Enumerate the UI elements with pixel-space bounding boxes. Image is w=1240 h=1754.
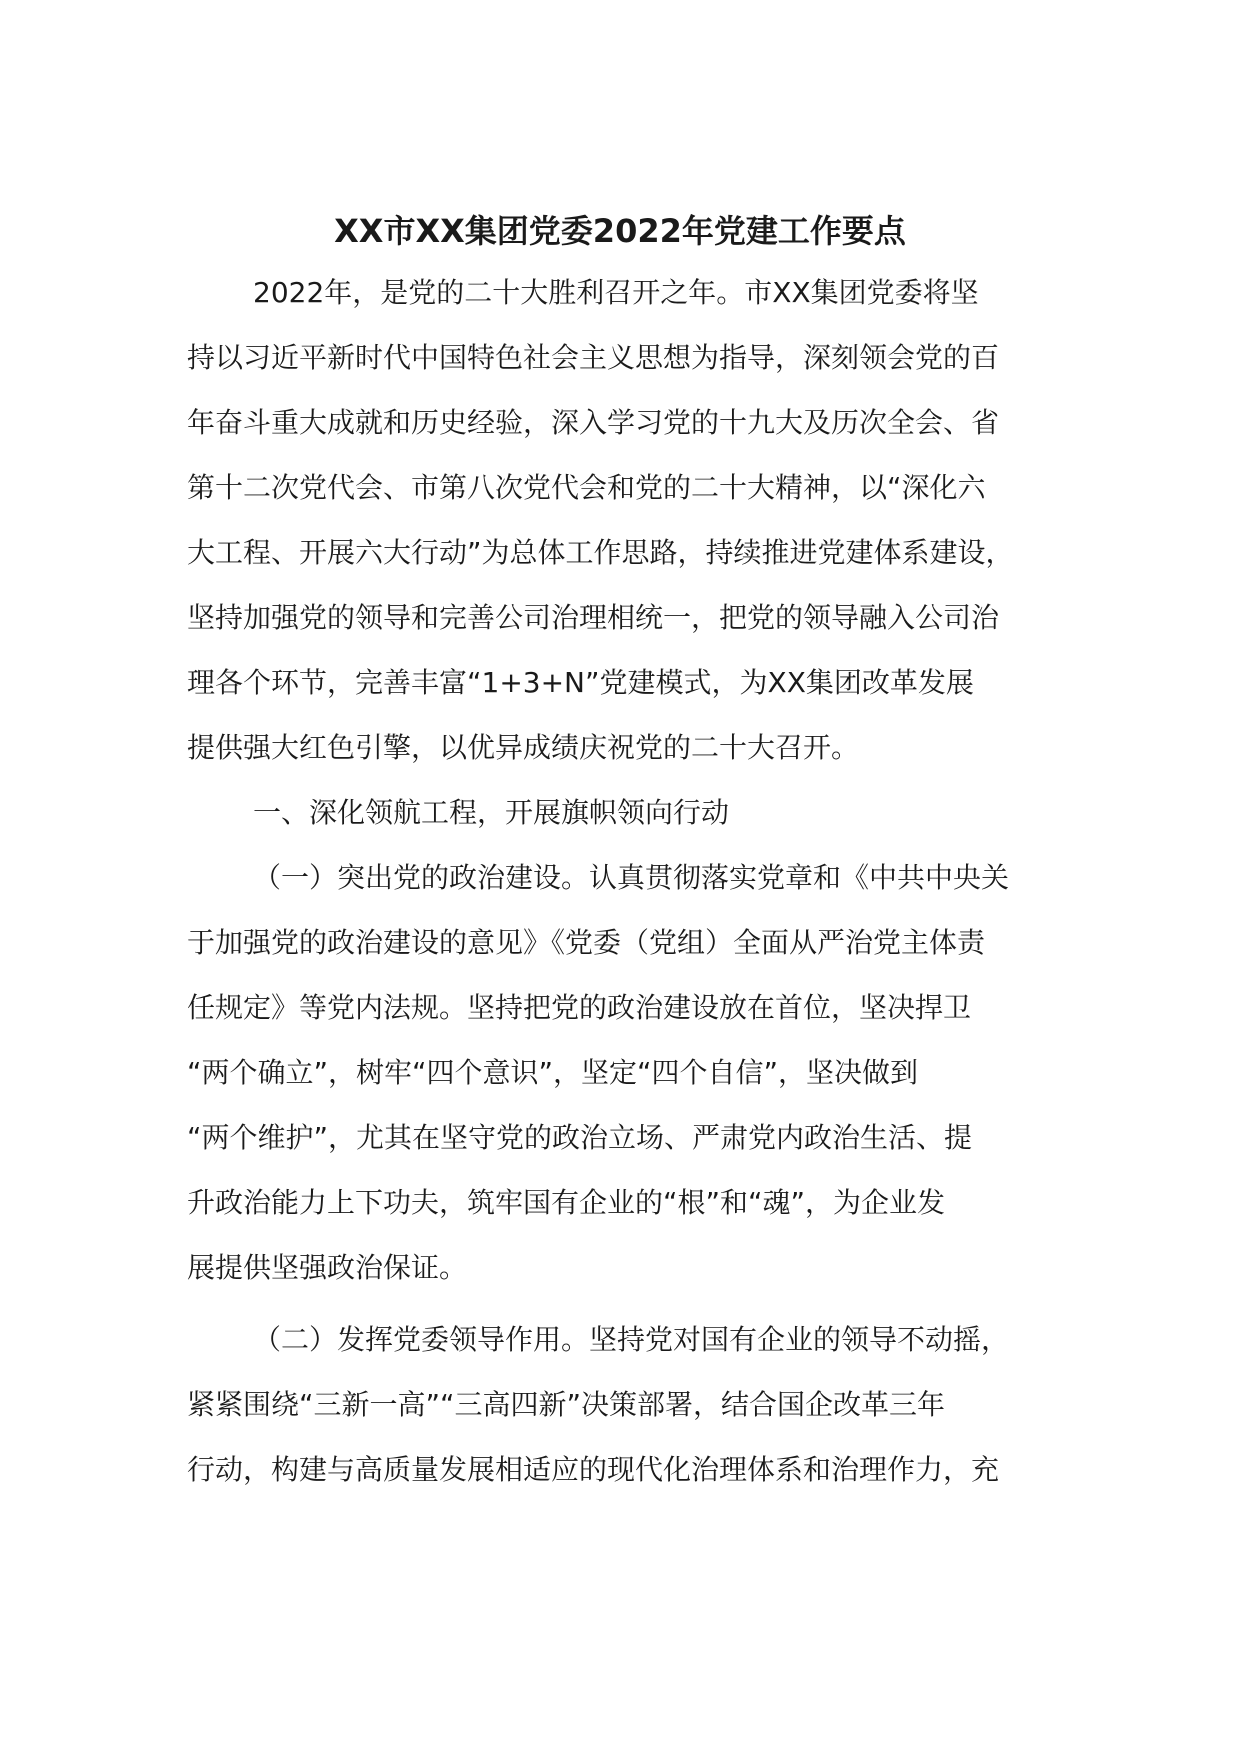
paragraph-line: “两个维护”，尤其在坚守党的政治立场、严肃党内政治生活、提 bbox=[187, 1121, 973, 1154]
paragraph-line: 第十二次党代会、市第八次党代会和党的二十大精神，以“深化六 bbox=[187, 471, 986, 504]
paragraph-line: 年奋斗重大成就和历史经验，深入学习党的十九大及历次全会、省 bbox=[187, 406, 1000, 439]
paragraph-line: 坚持加强党的领导和完善公司治理相统一，把党的领导融入公司治 bbox=[187, 601, 1000, 634]
paragraph-line: 提供强大红色引擎，以优异成绩庆祝党的二十大召开。 bbox=[187, 731, 860, 764]
paragraph-line: （二）发挥党委领导作用。坚持党对国有企业的领导不动摇， bbox=[253, 1323, 1010, 1356]
section-heading: 一、深化领航工程，开展旗帜领向行动 bbox=[253, 796, 730, 829]
paragraph-line: 2022年，是党的二十大胜利召开之年。市XX集团党委将坚 bbox=[253, 276, 979, 309]
paragraph-line: 于加强党的政治建设的意见》《党委（党组）全面从严治党主体责 bbox=[187, 926, 986, 959]
paragraph-line: （一）突出党的政治建设。认真贯彻落实党章和《中共中央关 bbox=[253, 861, 1010, 894]
paragraph-line: “两个确立”，树牢“四个意识”，坚定“四个自信”，坚决做到 bbox=[187, 1056, 919, 1089]
paragraph-line: 行动，构建与高质量发展相适应的现代化治理体系和治理作力，充 bbox=[187, 1453, 1000, 1486]
paragraph-line: 升政治能力上下功夫，筑牢国有企业的“根”和“魂”，为企业发 bbox=[187, 1186, 946, 1219]
paragraph-line: 任规定》等党内法规。坚持把党的政治建设放在首位，坚决捍卫 bbox=[187, 991, 972, 1024]
paragraph-line: 大工程、开展六大行动”为总体工作思路，持续推进党建体系建设， bbox=[187, 536, 1014, 569]
paragraph-line: 持以习近平新时代中国特色社会主义思想为指导，深刻领会党的百 bbox=[187, 341, 1000, 374]
paragraph-line: 展提供坚强政治保证。 bbox=[187, 1251, 468, 1284]
paragraph-line: 理各个环节，完善丰富“1+3+N”党建模式，为XX集团改革发展 bbox=[187, 666, 974, 699]
paragraph-line: 紧紧围绕“三新一高”“三高四新”决策部署，结合国企改革三年 bbox=[187, 1388, 946, 1421]
document-title: XX市XX集团党委2022年党建工作要点 bbox=[334, 212, 906, 250]
